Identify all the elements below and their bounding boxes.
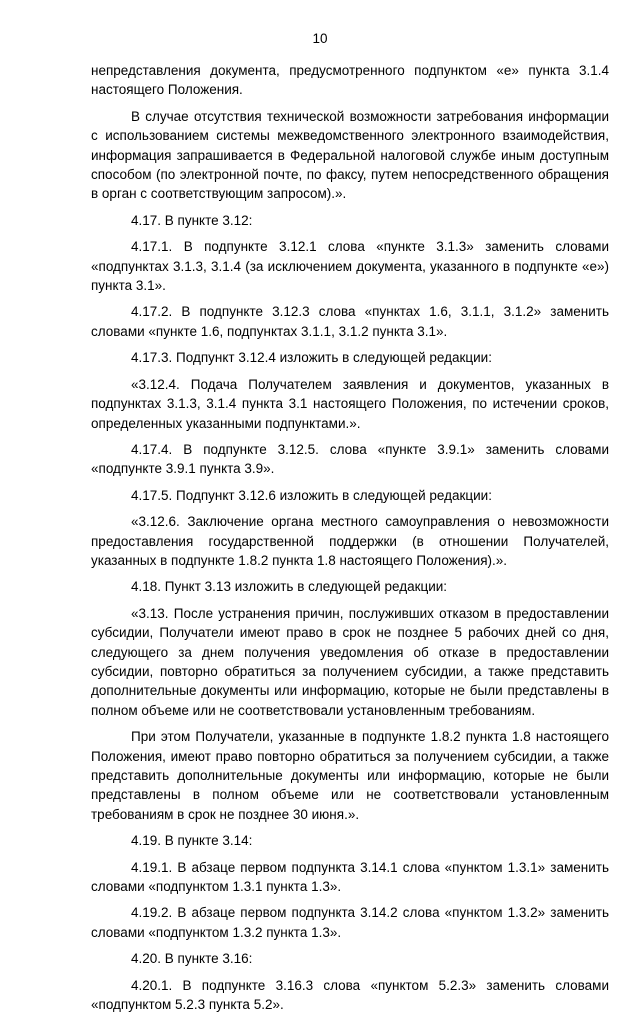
paragraph-4-19: 4.19. В пункте 3.14: (131, 833, 253, 849)
paragraph-4-17-1: 4.17.1. В подпункте 3.12.1 слова «пункте 3.1.3» заменить словами «подпунктах 3.1.3, 3.1.4 (за исключением документа, указанного в подпункте «е») пункта 3.1». (91, 239, 609, 294)
paragraph-4-19-2: 4.19.2. В абзаце первом подпункта 3.14.2 слова «пунктом 1.3.2» заменить словами «подпунктом 1.3.2 пункта 1.3». (91, 905, 609, 940)
page-number: 10 (312, 31, 328, 46)
paragraph-4-17: 4.17. В пункте 3.12: (131, 212, 253, 228)
paragraph-4-19-1: 4.19.1. В абзаце первом подпункта 3.14.1 слова «пунктом 1.3.1» заменить словами «подпунктом 1.3.1 пункта 1.3». (91, 859, 609, 895)
document-body (91, 61, 609, 1014)
paragraph-4-17-4: 4.17.4. В подпункте 3.12.5. слова «пункте 3.9.1» заменить словами «подпункте 3.9.1 пункта 3.9». (91, 441, 609, 477)
paragraph-4-18: 4.18. Пункт 3.13 изложить в следующей редакции: (131, 579, 448, 595)
paragraph-4-20-1: 4.20.1. В подпункте 3.16.3 слова «пунктом 5.2.3» заменить словами «подпунктом 5.2.3 пункта 5.2». (91, 977, 609, 1013)
paragraph-4-17-2: 4.17.2. В подпункте 3.12.3 слова «пунктах 1.6, 3.1.1, 3.1.2» заменить словами «пункте 1.6, подпунктах 3.1.1, 3.1.2 пункта 3.1». (91, 304, 609, 339)
paragraph-continuation: непредставления документа, предусмотренного подпунктом «е» пункта 3.1.4 настоящего Положения. (91, 63, 609, 98)
paragraph-3-12-6-text: «3.12.6. Заключение органа местного самоуправления о невозможности предоставления государственной поддержки (в отношении Получателей, указанных в подпункте 1.8.2 пункта 1.8 настоящего Положения).». (91, 514, 609, 568)
paragraph-4-17-3: 4.17.3. Подпункт 3.12.4 изложить в следующей редакции: (131, 350, 492, 366)
paragraph-no-technical-possibility: В случае отсутствия технической возможности затребования информации с использованием системы межведомственного электронного взаимодействия, информация запрашивается в Федеральной налоговой службе иным доступным способом (по электронной почте, по факсу, путем непосредственного обращения в орган с соответствующим запросом).». (91, 108, 609, 202)
paragraph-3-12-4-text: «3.12.4. Подача Получателем заявления и документов, указанных в подпунктах 3.1.3, 3.1.4 пункта 3.1 настоящего Положения, по истечении сроков, определенных указанными подпунктами.». (91, 376, 609, 431)
paragraph-3-13-second: При этом Получатели, указанные в подпункте 1.8.2 пункта 1.8 настоящего Положения, имеют право повторно обратиться за получением субсидии, а также представить дополнительные документы или информацию, которые не были представлены в полном объеме или не соответствовали установленным требованиям в срок не позднее 30 июня.». (91, 729, 609, 822)
paragraph-4-17-5: 4.17.5. Подпункт 3.12.6 изложить в следующей редакции: (131, 487, 492, 503)
paragraph-4-20: 4.20. В пункте 3.16: (131, 951, 253, 967)
paragraph-3-13-text: «3.13. После устранения причин, послуживших отказом в предоставлении субсидии, Получатели имеют право в срок не позднее 5 рабочих дней со дня, следующего за днем получения уведомления об отказе в предоставлении субсидии, повторно обратиться за получением субсидии, а также представить дополнительные документы или информацию, которые не были представлены в полном объеме или не соответствовали установленным требованиям. (91, 605, 609, 718)
